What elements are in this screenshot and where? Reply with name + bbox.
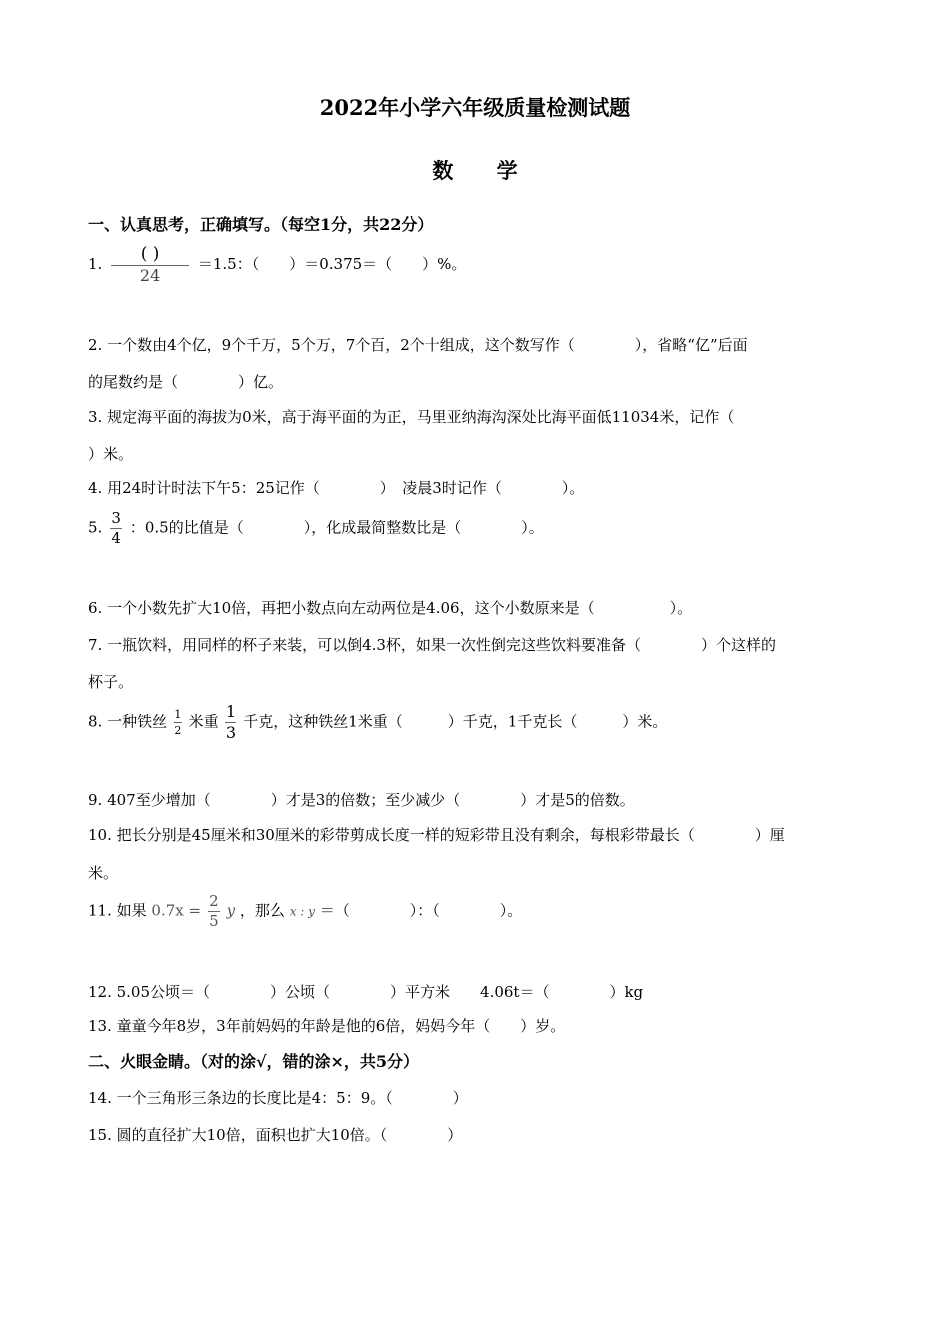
question-15: 15. 圆的直径扩大10倍，面积也扩大10倍。（ ） xyxy=(88,1126,463,1144)
q8-text-3: 千克，这种铁丝1米重（ ）千克，1千克长（ ）米。 xyxy=(243,712,668,731)
question-1 xyxy=(88,246,466,284)
question-5 xyxy=(88,511,544,546)
question-3-line-2: ）米。 xyxy=(88,445,134,463)
question-10-line-1: 10. 把长分别是45厘米和30厘米的彩带剪成长度一样的短彩带且没有剩余，每根彩带最长（ ）厘 xyxy=(88,826,785,844)
q11-math-right: y xyxy=(226,901,236,920)
q11-text-3: ＝（ ）：（ ）。 xyxy=(319,901,523,920)
q8-text-2: 米重 xyxy=(188,712,219,731)
q11-math-left: 0.7x = xyxy=(151,901,202,920)
q8-fraction-2 xyxy=(225,704,236,741)
q8-fraction-1 xyxy=(174,709,182,736)
q5-fraction-denominator: 4 xyxy=(111,529,121,547)
page-title: 2022年小学六年级质量检测试题 xyxy=(319,95,631,120)
q5-number: 5. xyxy=(88,518,103,537)
question-9: 9. 407至少增加（ ）才是3的倍数；至少减少（ ）才是5的倍数。 xyxy=(88,791,635,809)
q8-fraction-2-numerator: 1 xyxy=(225,702,237,721)
q1-text: ＝1.5：（ ）＝0.375＝（ ）%。 xyxy=(197,255,467,273)
question-3-line-1: 3. 规定海平面的海拔为0米，高于海平面的为正，马里亚纳海沟深处比海平面低11034米，记作（ xyxy=(88,408,735,426)
q11-text-1: 11. 如果 xyxy=(88,901,147,920)
q8-fraction-2-denominator: 3 xyxy=(225,723,237,742)
q8-text-1: 8. 一种铁丝 xyxy=(88,712,168,731)
q8-fraction-1-numerator: 1 xyxy=(174,708,182,721)
question-6: 6. 一个小数先扩大10倍，再把小数点向左动两位是4.06，这个小数原来是（ ）。 xyxy=(88,599,693,617)
question-14: 14. 一个三角形三条边的长度比是4：5：9。（ ） xyxy=(88,1089,468,1107)
question-4: 4. 用24时计时法下午5：25记作（ ） 凌晨3时记作（ ）。 xyxy=(88,479,585,497)
q11-text-2: ，那么 xyxy=(239,901,285,920)
question-7-line-2: 杯子。 xyxy=(88,673,134,691)
q1-fraction xyxy=(111,246,189,284)
question-13: 13. 童童今年8岁，3年前妈妈的年龄是他的6倍，妈妈今年（ ）岁。 xyxy=(88,1017,566,1035)
q11-fraction xyxy=(208,894,220,929)
q11-fraction-denominator: 5 xyxy=(209,912,219,930)
section-2-heading: 二、火眼金睛。（对的涂√，错的涂×，共5分） xyxy=(88,1052,420,1071)
question-7-line-1: 7. 一瓶饮料，用同样的杯子来装，可以倒4.3杯，如果一次性倒完这些饮料要准备（ ）个这样的 xyxy=(88,636,776,654)
question-2-line-1: 2. 一个数由4个亿，9个千万，5个万，7个百，2个十组成，这个数写作（ ），省略“亿”后面 xyxy=(88,336,748,354)
q11-math-ratio: x : y xyxy=(289,904,315,919)
q5-text: ：0.5的比值是（ ），化成最简整数比是（ ）。 xyxy=(129,518,544,537)
question-11 xyxy=(88,894,522,929)
question-10-line-2: 米。 xyxy=(88,864,119,882)
subject-title: 数 学 xyxy=(432,158,536,183)
q8-fraction-1-denominator: 2 xyxy=(174,724,182,737)
q1-number: 1. xyxy=(88,255,103,273)
question-12: 12. 5.05公顷＝（ ）公顷（ ）平方米 4.06t＝（ ）kg xyxy=(88,983,644,1001)
section-1-heading: 一、认真思考，正确填写。（每空1分，共22分） xyxy=(88,215,434,234)
q11-fraction-numerator: 2 xyxy=(209,892,219,910)
question-2-line-2: 的尾数约是（ ）亿。 xyxy=(88,373,284,391)
q1-fraction-numerator: ( ) xyxy=(140,244,160,264)
q5-fraction xyxy=(110,511,122,546)
question-8 xyxy=(88,704,667,741)
q5-fraction-numerator: 3 xyxy=(111,509,121,527)
q1-fraction-denominator: 24 xyxy=(139,266,161,285)
